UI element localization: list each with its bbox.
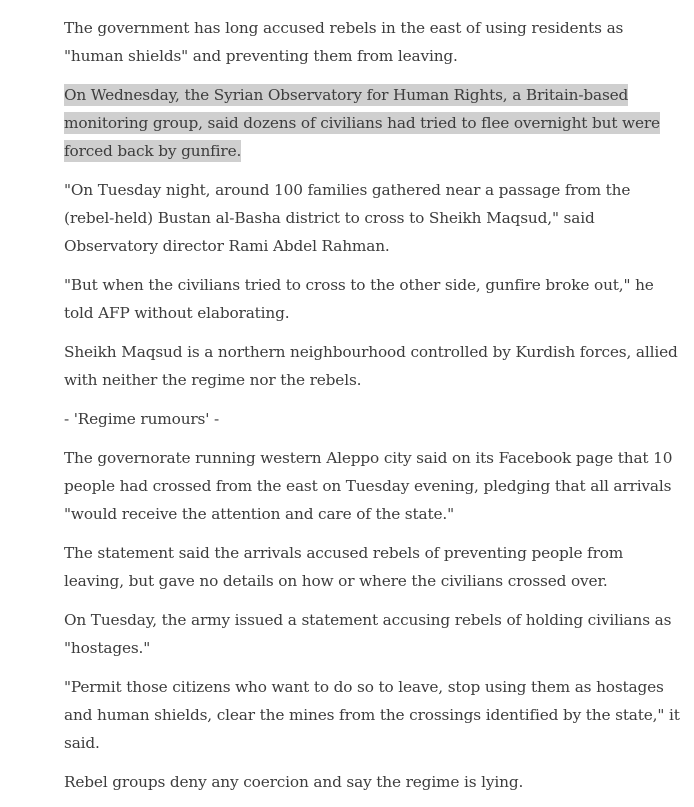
paragraph-sheikh-maqsud: Sheikh Maqsud is a northern neighbourhood controlled by Kurdish forces, allied with neither the regime nor the rebels. bbox=[64, 343, 678, 389]
selected-paragraph[interactable] bbox=[64, 81, 680, 165]
paragraph-governorate: The governorate running western Aleppo city said on its Facebook page that 10 people had crossed from the east on Tuesday evening, pledging that all arrivals "would receive the attention and care of the state." bbox=[64, 449, 673, 523]
paragraph-rebel-groups: Rebel groups deny any coercion and say the regime is lying. bbox=[64, 773, 524, 791]
paragraph-observatory-highlighted[interactable]: On Wednesday, the Syrian Observatory for Human Rights, a Britain-based monitoring group, said dozens of civilians had tried to flee overnight but were forced back by gunfire. bbox=[64, 86, 660, 160]
paragraph-human-shields: The government has long accused rebels in the east of using residents as "human shields" and preventing them from leaving. bbox=[64, 19, 624, 65]
paragraph-gunfire: "But when the civilians tried to cross to the other side, gunfire broke out," he told AFP without elaborating. bbox=[64, 276, 654, 322]
paragraph-statement: The statement said the arrivals accused rebels of preventing people from leaving, but gave no details on how or where the civilians crossed over. bbox=[64, 544, 624, 590]
article-body bbox=[64, 14, 680, 807]
paragraph-tuesday-night: "On Tuesday night, around 100 families gathered near a passage from the (rebel-held) Bustan al-Basha district to cross to Sheikh Maqsud," said Observatory director Rami Abdel Rahman. bbox=[64, 181, 631, 255]
paragraph-permit-citizens: "Permit those citizens who want to do so to leave, stop using them as hostages and human shields, clear the mines from the crossings identified by the state," it said. bbox=[64, 678, 680, 752]
section-subheading: - 'Regime rumours' - bbox=[64, 410, 220, 428]
paragraph-army-hostages: On Tuesday, the army issued a statement accusing rebels of holding civilians as "hostages." bbox=[64, 611, 672, 657]
